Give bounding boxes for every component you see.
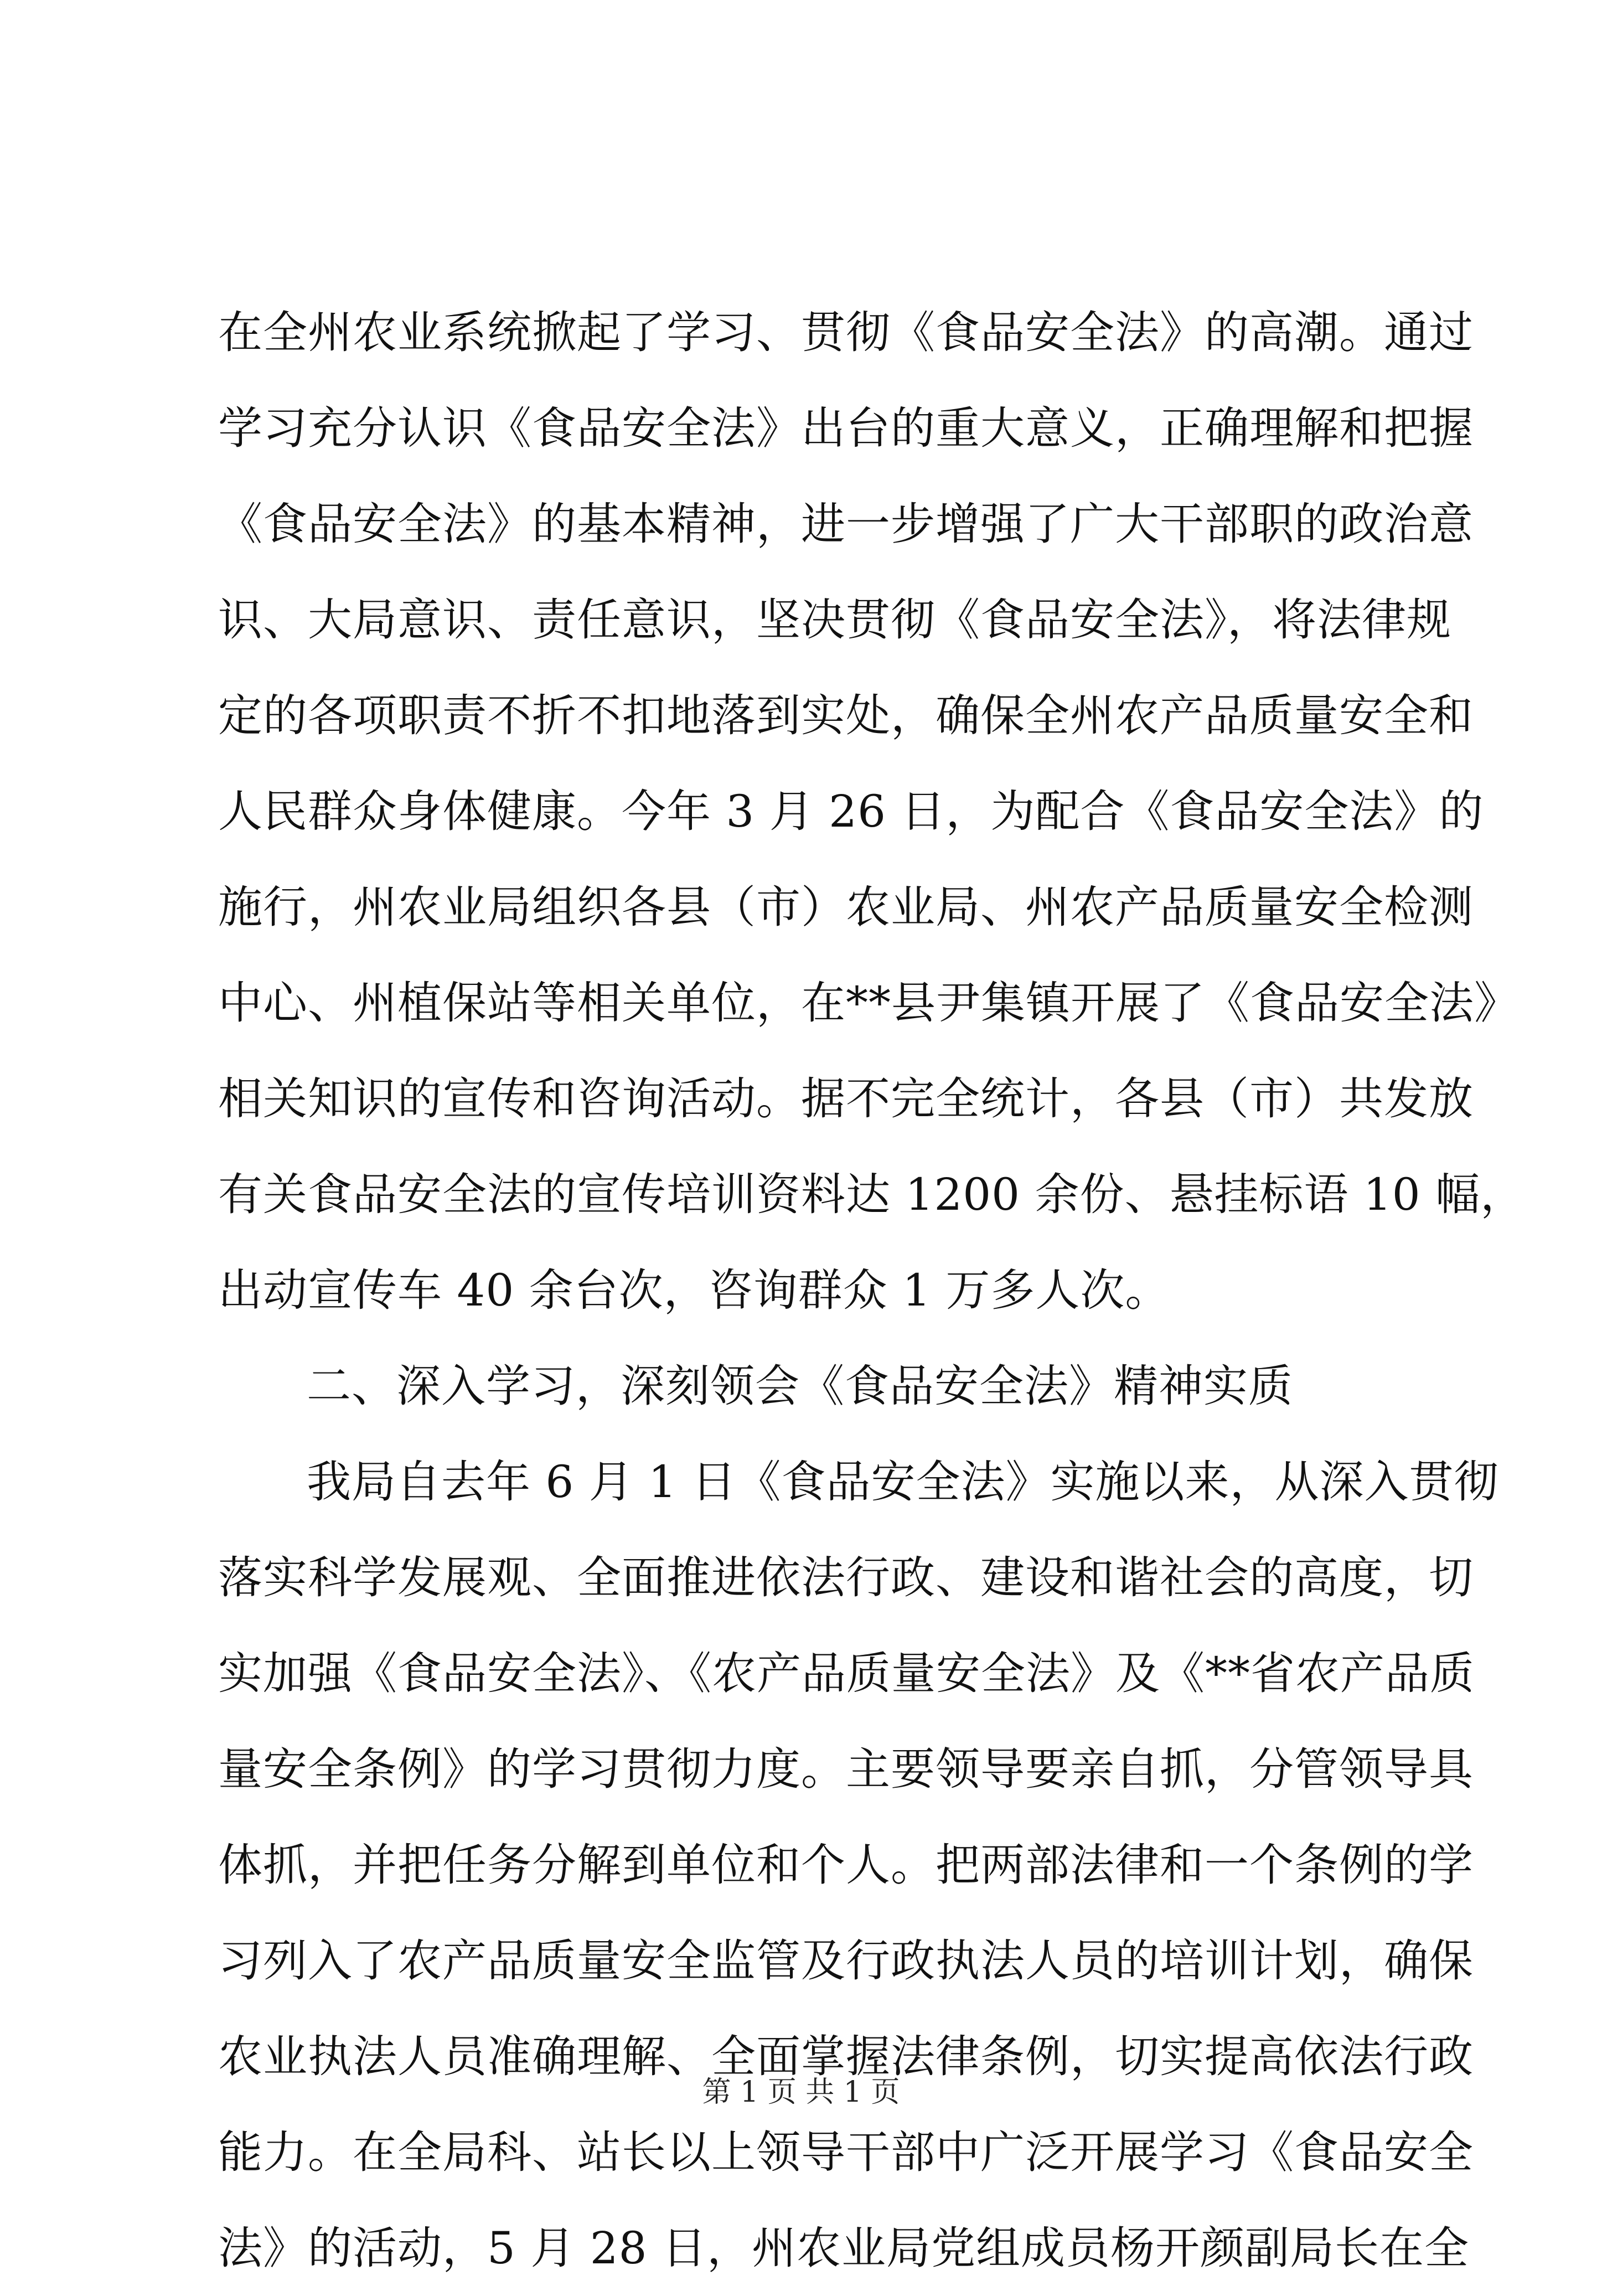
text-line: 有关食品安全法的宣传培训资料达 1200 余份、悬挂标语 10 幅， (218, 1169, 1526, 1220)
text-line: 施行，州农业局组织各县（市）农业局、州农产品质量安全检测 (218, 881, 1474, 933)
text-line: 能力。在全局科、站长以上领导干部中广泛开展学习《食品安全 (218, 2127, 1474, 2178)
text-line: 体抓，并把任务分解到单位和个人。把两部法律和一个条例的学 (218, 1839, 1474, 1891)
text-line: 落实科学发展观、全面推进依法行政、建设和谐社会的高度，切 (218, 1552, 1474, 1603)
text-line: 《食品安全法》的基本精神，进一步增强了广大干部职的政治意 (218, 498, 1474, 550)
section-heading: 二、深入学习，深刻领会《食品安全法》精神实质 (307, 1360, 1293, 1412)
text-line: 出动宣传车 40 余台次，咨询群众 1 万多人次。 (218, 1265, 1170, 1316)
text-line: 中心、州植保站等相关单位，在**县尹集镇开展了《食品安全法》 (218, 977, 1519, 1029)
text-line: 农业执法人员准确理解、全面掌握法律条例，切实提高依法行政 (218, 2031, 1474, 2082)
text-line: 相关知识的宣传和咨询活动。据不完全统计，各县（市）共发放 (218, 1073, 1474, 1124)
text-line: 识、大局意识、责任意识，坚决贯彻《食品安全法》，将法律规 (218, 594, 1451, 646)
text-line: 学习充分认识《食品安全法》出台的重大意义，正确理解和把握 (218, 403, 1474, 454)
text-line: 习列入了农产品质量安全监管及行政执法人员的培训计划，确保 (218, 1935, 1474, 1987)
text-line: 法》的活动，5 月 28 日，州农业局党组成员杨开颜副局长在全 (218, 2222, 1469, 2274)
page-footer: 第 1 页 共 1 页 (702, 2076, 900, 2109)
text-line: 实加强《食品安全法》、《农产品质量安全法》及《**省农产品质 (218, 1648, 1475, 1699)
document-body (218, 285, 1526, 2296)
text-line: 定的各项职责不折不扣地落到实处，确保全州农产品质量安全和 (218, 690, 1474, 741)
text-line: 我局自去年 6 月 1 日《食品安全法》实施以来，从深入贯彻 (307, 1456, 1499, 1508)
text-line: 量安全条例》的学习贯彻力度。主要领导要亲自抓，分管领导具 (218, 1743, 1474, 1795)
text-line: 在全州农业系统掀起了学习、贯彻《食品安全法》的高潮。通过 (218, 307, 1474, 358)
text-line: 人民群众身体健康。今年 3 月 26 日，为配合《食品安全法》的 (218, 786, 1484, 837)
